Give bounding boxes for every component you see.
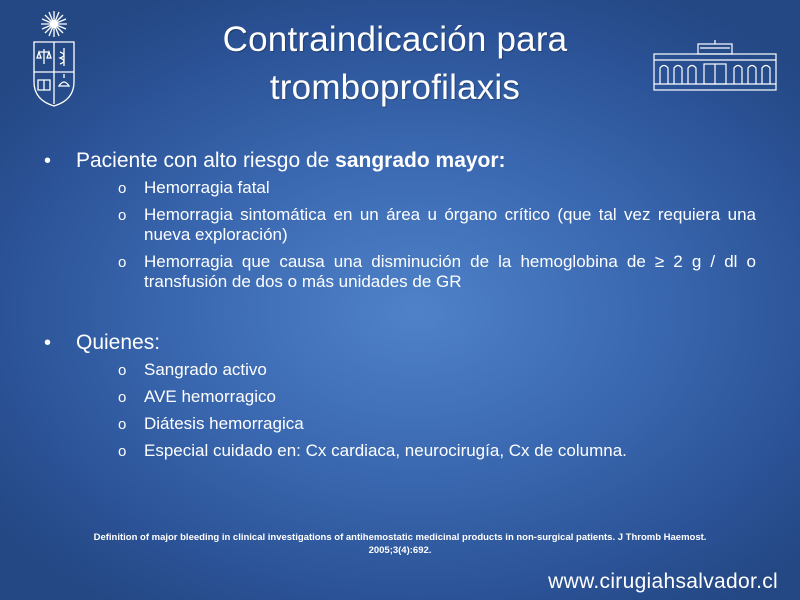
bullet-text: Paciente con alto riesgo de	[76, 149, 336, 172]
bullet-text: Quienes:	[76, 331, 161, 354]
circle-bullet-icon: o	[118, 416, 127, 433]
bullet-list	[44, 148, 756, 468]
bullet-dot-icon: •	[44, 150, 52, 172]
sub-item-text: Hemorragia fatal	[144, 178, 270, 197]
sub-list	[76, 360, 756, 461]
circle-bullet-icon: o	[118, 254, 127, 271]
slide-title	[150, 16, 640, 112]
sub-item-text: Especial cuidado en: Cx cardiaca, neurocirugía, Cx de columna.	[144, 441, 627, 460]
sub-item-text: AVE hemorragico	[144, 387, 276, 406]
sub-item	[76, 252, 756, 292]
website-url: www.cirugiahsalvador.cl	[548, 570, 778, 593]
sub-item	[76, 360, 756, 380]
sub-item	[76, 441, 756, 461]
bullet-item	[44, 330, 756, 461]
sub-item	[76, 414, 756, 434]
circle-bullet-icon: o	[118, 389, 127, 406]
circle-bullet-icon: o	[118, 443, 127, 460]
circle-bullet-icon: o	[118, 180, 127, 197]
circle-bullet-icon: o	[118, 207, 127, 224]
sub-item-text: Sangrado activo	[144, 360, 267, 379]
sub-item	[76, 178, 756, 198]
sub-item	[76, 387, 756, 407]
sub-item-text: Diátesis hemorragica	[144, 414, 304, 433]
reference-line-1: Definition of major bleeding in clinical investigations of antihemostatic medicinal products in non-surgical patients. J Thromb Haemost.	[93, 532, 707, 543]
reference-citation	[40, 531, 760, 557]
bullet-text-bold: sangrado mayor:	[335, 149, 506, 172]
bullet-dot-icon: •	[44, 332, 52, 354]
sub-item	[76, 205, 756, 245]
circle-bullet-icon: o	[118, 362, 127, 379]
title-line-2: tromboprofilaxis	[269, 68, 521, 107]
reference-line-2: 2005;3(4):692.	[368, 545, 432, 556]
title-line-1: Contraindicación para	[222, 20, 568, 59]
university-building-icon	[652, 40, 778, 92]
bullet-item	[44, 148, 756, 292]
university-crest-icon	[28, 8, 80, 108]
sub-list	[76, 178, 756, 292]
sub-item-text: Hemorragia que causa una disminución de la hemoglobina de ≥ 2 g / dl o transfusión de dos o más unidades de GR	[144, 252, 756, 291]
sub-item-text: Hemorragia sintomática en un área u órgano crítico (que tal vez requiera una nueva exploración)	[144, 205, 756, 244]
